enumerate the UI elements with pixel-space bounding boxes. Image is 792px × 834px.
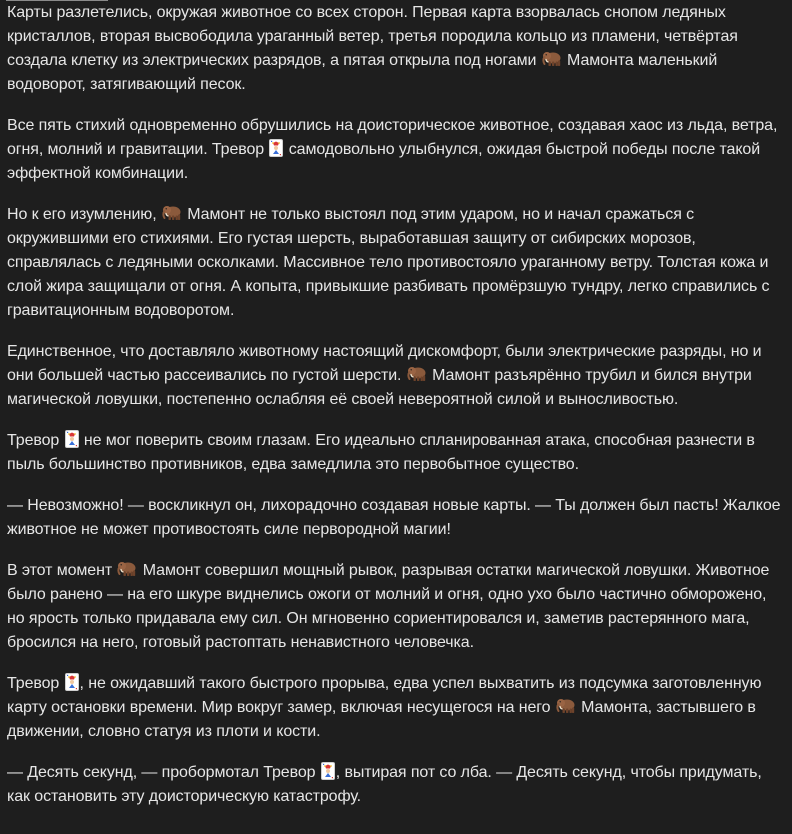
story-paragraph [7,559,787,655]
story-paragraph [7,1,787,97]
paragraph-text: Единственное, что доставляло животному настоящий дискомфорт, были электрические разряды, но и они большей частью рассеивались по густой шерсти. [7,343,762,384]
paragraph-text: Но к его изумлению, [7,206,161,223]
paragraph-text: , не ожидавший такого быстрого прорыва, едва успел выхватить из подсумка заготовленную карту остановки времени. Мир вокруг замер, включая несущегося на него [7,675,762,716]
joker-card-icon [321,762,335,780]
paragraph-text: — Десять секунд, — пробормотал Тревор [7,764,320,781]
paragraph-text: Тревор [7,675,64,692]
paragraph-text: — Невозможно! — воскликнул он, лихорадочно создавая новые карты. — Ты должен был пасть! Жалкое животное не может противостоять силе первородной магии! [7,497,781,538]
story-paragraph [7,494,787,542]
mammoth-icon [556,697,576,715]
joker-card-icon [65,673,79,691]
paragraph-text: Мамонт не только выстоял под этим ударом, но и начал сражаться с окружившими его стихиями. Его густая шерсть, выработавшая защиту от сибирских морозов, справлялась с ледяными осколками. Массивное тело противостояло ураганному ветру. Толстая кожа и слой жира защищали от огня. А копыта, привыкшие разбивать промёрзшую тундру, легко справились с гравитационным водоворотом. [7,206,770,319]
paragraph-text: Все пять стихий одновременно обрушились на доисторическое животное, создавая хаос из льда, ветра, огня, молний и гравитации. Тревор [7,117,778,158]
paragraph-text: самодовольно улыбнулся, ожидая быстрой победы после такой эффектной комбинации. [7,141,761,182]
story-text [7,1,787,826]
story-paragraph [7,114,787,186]
paragraph-text: Тревор [7,432,64,449]
story-paragraph [7,340,787,412]
paragraph-text: не мог поверить своим глазам. Его идеально спланированная атака, способная разнести в пыль большинство противников, едва замедлила это первобытное существо. [7,432,755,473]
story-paragraph [7,761,787,809]
story-paragraph [7,203,787,323]
paragraph-text: Карты разлетелись, окружая животное со всех сторон. Первая карта взорвалась снопом ледяных кристаллов, вторая высвободила ураганный ветер, третья породила кольцо из пламени, четвёртая создала клетку из электрических разрядов, а пятая открыла под ногами [7,4,738,69]
joker-card-icon [269,139,283,157]
mammoth-icon [542,50,562,68]
joker-card-icon [65,430,79,448]
paragraph-text: Мамонта маленький водоворот, затягивающий песок. [7,52,718,93]
paragraph-text: В этот момент [7,562,117,579]
paragraph-text: Мамонт разъярённо трубил и бился внутри магической ловушки, постепенно ослабляя её своей невероятной силой и выносливостью. [7,367,752,408]
paragraph-text: Мамонта, застывшего в движении, словно статуя из плоти и кости. [7,699,756,740]
paragraph-text: Мамонт совершил мощный рывок, разрывая остатки магической ловушки. Животное было ранено — на его шкуре виднелись ожоги от молний и огня, одно ухо было частично обморожено, но ярость только придавала ему сил. Он мгновенно сориентировался и, заметив растерянного мага, бросился на него, готовый растоптать ненавистного человечка. [7,562,770,651]
paragraph-text: , вытирая пот со лба. — Десять секунд, чтобы придумать, как остановить эту доисторическую катастрофу. [7,764,762,805]
mammoth-icon [117,560,137,578]
story-paragraph [7,429,787,477]
mammoth-icon [407,365,427,383]
story-paragraph [7,672,787,744]
mammoth-icon [162,204,182,222]
